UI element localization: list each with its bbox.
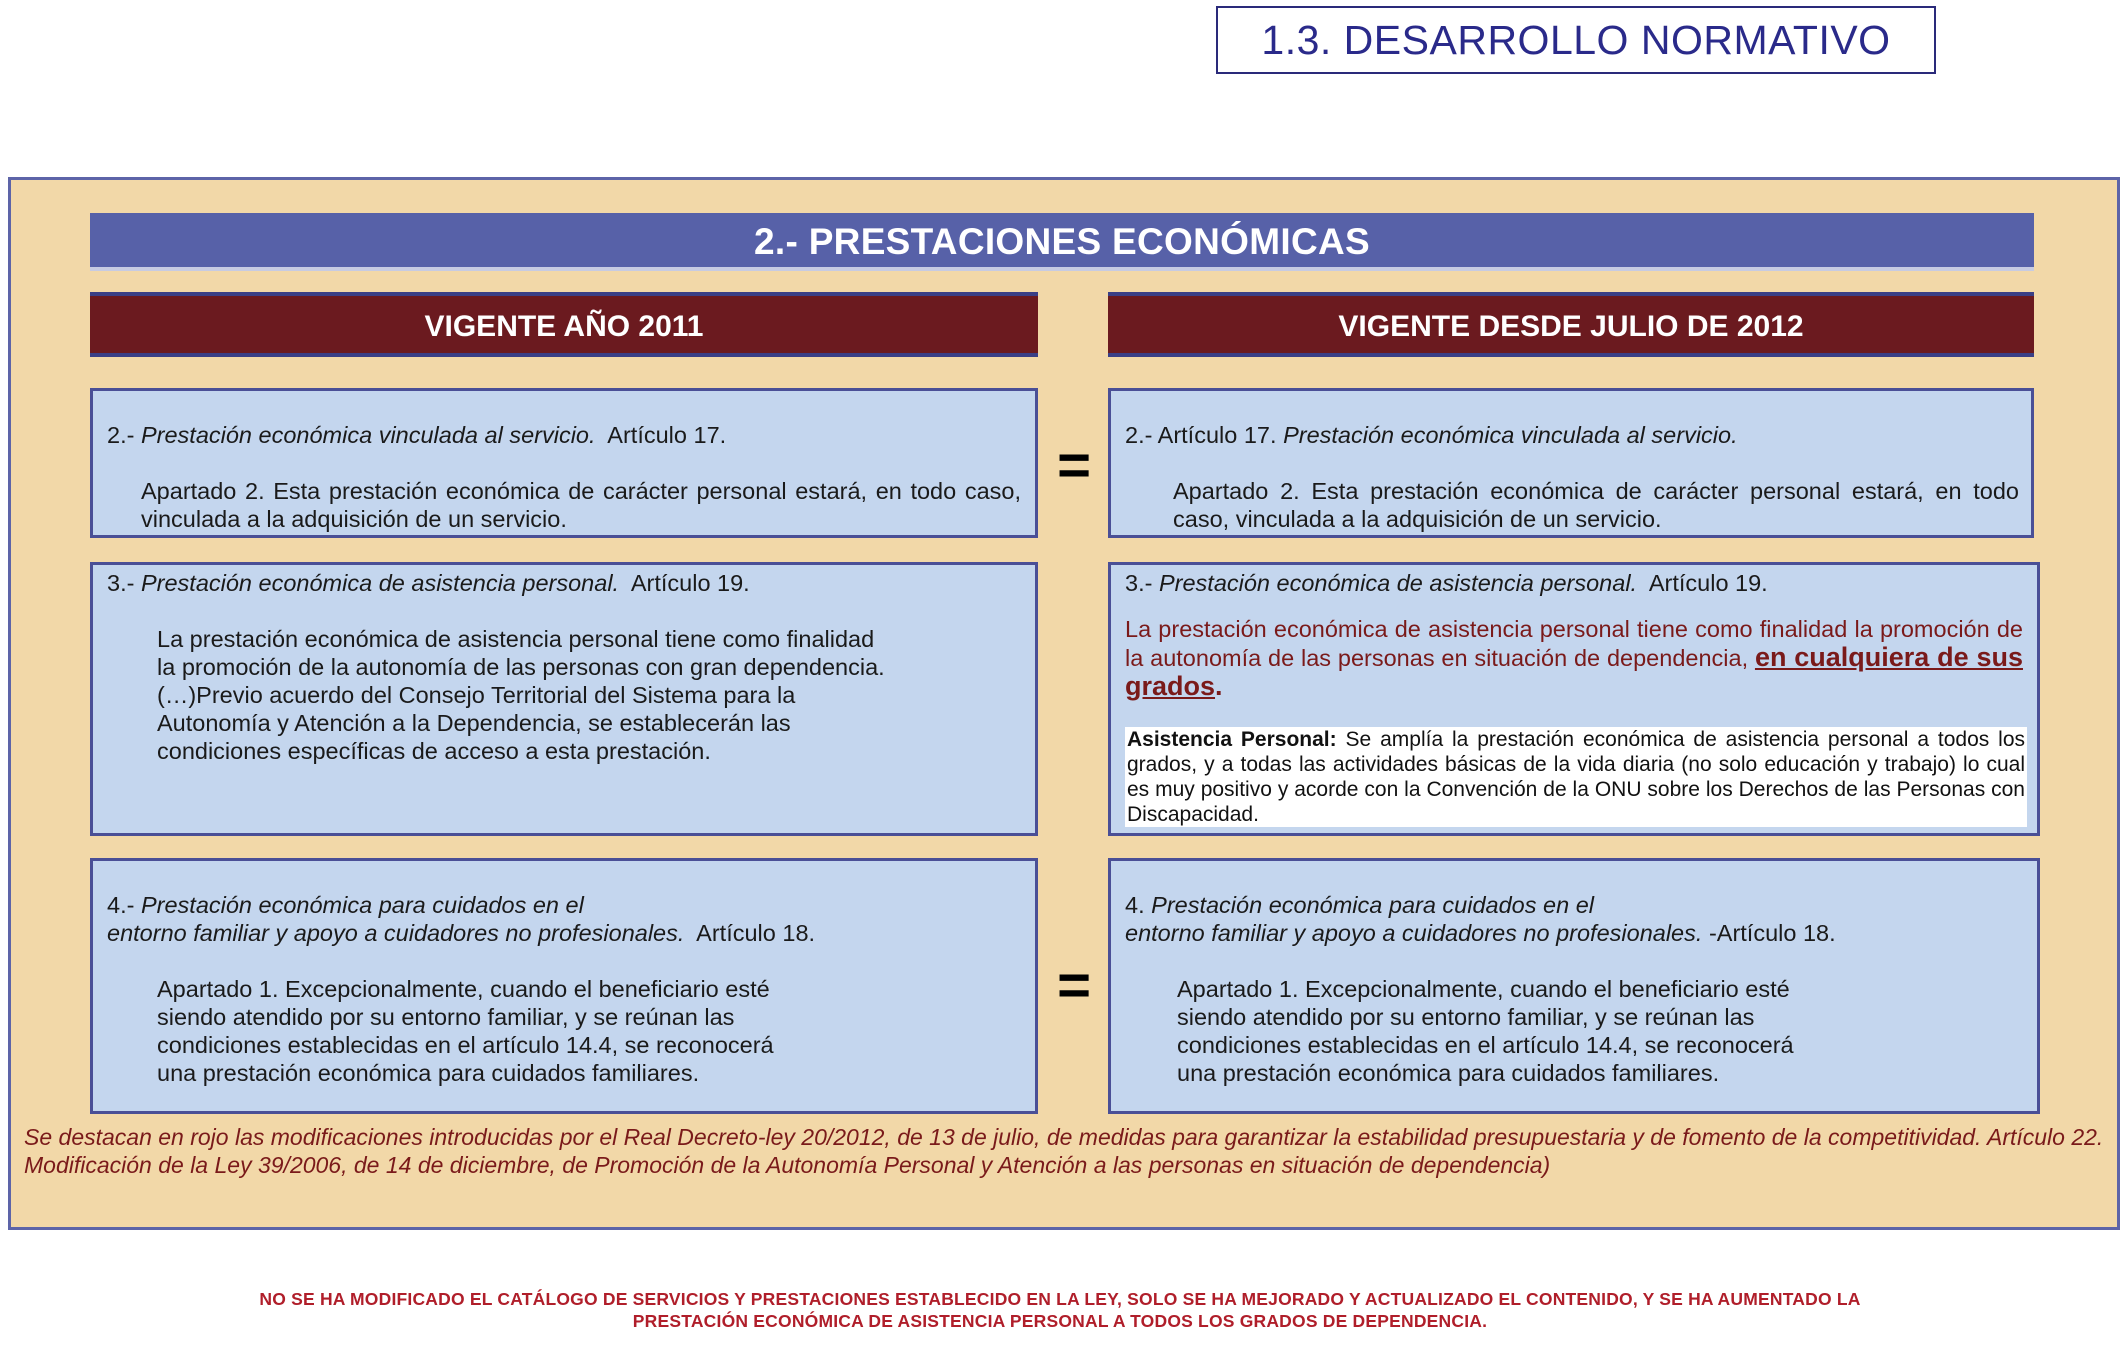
row2-left-heading: 3.- Prestación económica de asistencia personal. Artículo 19. [107, 570, 750, 596]
row2-left-box [90, 562, 1038, 836]
row3-left-body: Apartado 1. Excepcionalmente, cuando el beneficiario esté siendo atendido por su entorno familiar, y se reúnan las condiciones establecidas en el artículo 14.4, se reconocerá una prestación económica para cuidados familiares. [157, 976, 774, 1086]
equals-sign-row1: = [1057, 433, 1091, 498]
column-header-2011: VIGENTE AÑO 2011 [90, 292, 1038, 357]
main-header: 2.- PRESTACIONES ECONÓMICAS [90, 213, 2034, 271]
column-header-2012: VIGENTE DESDE JULIO DE 2012 [1108, 292, 2034, 357]
row1-left-body: Apartado 2. Esta prestación económica de carácter personal estará, en todo caso, vinculada a la adquisición de un servicio. [141, 478, 1021, 532]
row2-right-note: Asistencia Personal: Se amplía la prestación económica de asistencia personal a todos los grados, y a todas las actividades básicas de la vida diaria (no solo educación y trabajo) lo cual es muy positivo y acorde con la Convención de la ONU sobre los Derechos de las Personas con Discapacidad. [1127, 728, 2026, 826]
row1-right-box [1108, 388, 2034, 538]
row3-right-box [1108, 858, 2040, 1114]
row3-left-box [90, 858, 1038, 1114]
row1-right-heading: 2.- Artículo 17. Prestación económica vinculada al servicio. [1125, 422, 1738, 448]
row1-left-box [90, 388, 1038, 538]
row2-right-heading: 3.- Prestación económica de asistencia personal. Artículo 19. [1125, 570, 1768, 596]
equals-sign-row3: = [1057, 953, 1091, 1018]
section-title: 1.3. DESARROLLO NORMATIVO [1216, 6, 1936, 74]
row3-right-body: Apartado 1. Excepcionalmente, cuando el beneficiario esté siendo atendido por su entorno familiar, y se reúnan las condiciones establecidas en el artículo 14.4, se reconocerá una prestación económica para cuidados familiares. [1177, 976, 1794, 1086]
row2-right-modified-body: La prestación económica de asistencia personal tiene como finalidad la promoción de la autonomía de las personas en situación de dependencia, en cualquiera de sus grados. [1125, 616, 2023, 701]
row2-right-box [1108, 562, 2040, 836]
row3-right-heading: 4. Prestación económica para cuidados en el entorno familiar y apoyo a cuidadores no profesionales. -Artículo 18. [1125, 892, 1836, 946]
footnote: Se destacan en rojo las modificaciones introducidas por el Real Decreto-ley 20/2012, de 13 de julio, de medidas para garantizar la estabilidad presupuestaria y de fomento de la competitividad. Artículo 22. Modificación de la Ley 39/2006, de 14 de diciembre, de Promoción de la Autonomía Personal y Atención a las personas en situación de dependencia) [24, 1124, 2104, 1178]
row3-left-heading: 4.- Prestación económica para cuidados en el entorno familiar y apoyo a cuidadores no profesionales. Artículo 18. [107, 892, 816, 946]
row2-left-body: La prestación económica de asistencia personal tiene como finalidad la promoción de la autonomía de las personas con gran dependencia. (…)Previo acuerdo del Consejo Territorial del Sistema para la Autonomía y Atención a la Dependencia, se establecerán las condiciones específicas de acceso a esta prestación. [157, 626, 885, 764]
bottom-note: NO SE HA MODIFICADO EL CATÁLOGO DE SERVICIOS Y PRESTACIONES ESTABLECIDO EN LA LEY, SOLO SE HA MEJORADO Y ACTUALIZADO EL CONTENIDO, Y SE HA AUMENTADO LA PRESTACIÓN ECONÓMICA DE ASISTENCIA PERSONAL A TODOS LOS GRADOS DE DEPENDENCIA. [259, 1289, 1861, 1331]
highlight-all-grades: en cualquiera de sus grados [1125, 642, 2023, 701]
row1-right-body: Apartado 2. Esta prestación económica de carácter personal estará, en todo caso, vinculada a la adquisición de un servicio. [1173, 478, 2019, 532]
row1-left-heading: 2.- Prestación económica vinculada al servicio. Artículo 17. [107, 422, 727, 448]
